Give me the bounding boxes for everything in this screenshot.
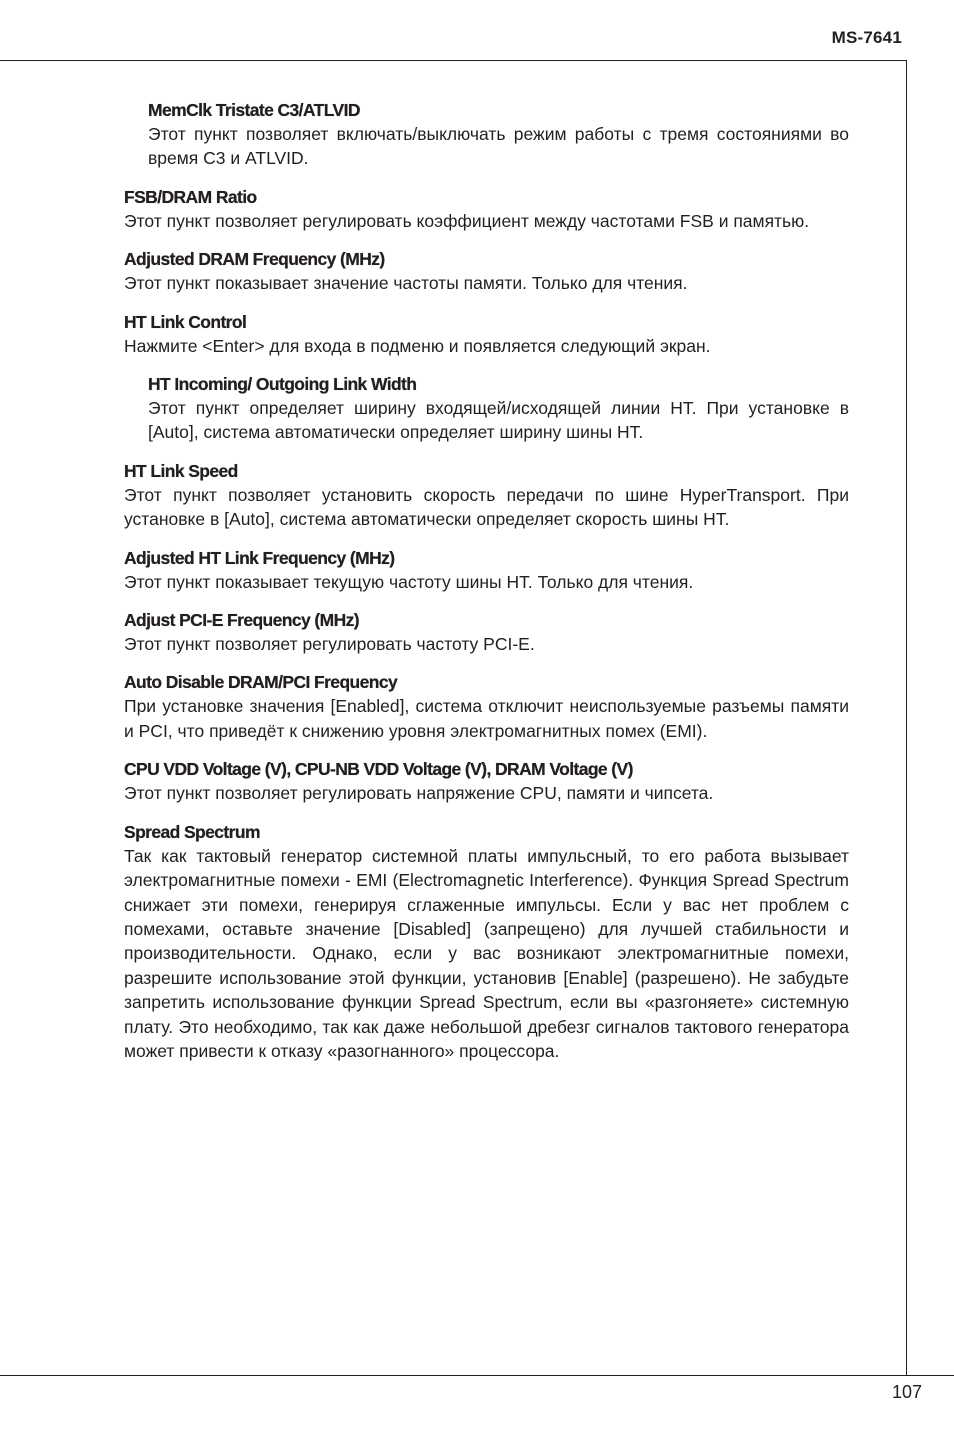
footer-rule [0,1375,954,1376]
section-adjust-pcie-frequency [124,608,849,656]
section-body: Нажмите <Enter> для входа в подменю и появляется следующий экран. [124,335,711,356]
section-fsb-dram-ratio [124,185,849,233]
section-heading: Adjust PCI-E Frequency (MHz) [124,610,360,631]
page-number: 107 [891,1382,922,1402]
section-body: Этот пункт позволяет регулировать частоту PCI-E. [124,634,535,655]
section-heading: MemClk Tristate C3/ATLVID [148,100,360,120]
section-body: Этот пункт показывает значение частоты памяти. Только для чтения. [124,273,688,294]
section-body: Так как тактовый генератор системной платы импульсный, то его работа вызывает электромагнитные помехи - EMI (Electromagnetic Interference). Функция Spread Spectrum снижает эти помехи, генерируя сглаженные импульсы. Если у вас нет проблем с помехами, оставьте значение [Disabled] (запрещено) для лучшей стабильности и производительности. Однако, если у вас возникают электромагнитные помехи, разрешите использование этой функции, установив [Enable] (разрешено). Не забудьте запретить использование функции Spread Spectrum, если вы «разгоняете» системную плату. Это необходимо, так как даже небольшой дребезг сигналов тактового генератора может привести к отказу «разогнанного» процессора. [124,845,849,1061]
section-heading: HT Link Control [124,311,247,332]
section-adjusted-ht-link-frequency [124,546,849,594]
section-spread-spectrum [124,820,849,1064]
section-body: При установке значения [Enabled], система отключит неиспользуемые разъемы памяти и PCI, что приведёт к снижению уровня электромагнитных помех (EMI). [124,696,849,741]
section-body: Этот пункт позволяет установить скорость передачи по шине HyperTransport. При установке в [Auto], система автоматически определяет скорость шины HT. [124,484,849,530]
section-heading: CPU VDD Voltage (V), CPU-NB VDD Voltage (V), DRAM Voltage (V) [124,759,633,780]
section-ht-link-control [124,310,849,358]
header-rule [0,60,907,61]
section-body: Этот пункт позволяет включать/выключать режим работы с тремя состояниями во время C3 и ATLVID. [148,124,849,169]
section-ht-link-speed [124,459,849,532]
section-heading: HT Incoming/ Outgoing Link Width [148,374,417,395]
section-auto-disable-dram-pci [124,670,849,743]
section-body: Этот пункт позволяет регулировать коэффициент между частотами FSB и памятью. [124,210,810,231]
section-heading: Spread Spectrum [124,821,260,842]
model-number: MS-7641 [831,28,902,47]
page-content [124,98,849,1077]
section-body: Этот пункт показывает текущую частоту шины HT. Только для чтения. [124,571,694,592]
section-heading: Adjusted DRAM Frequency (MHz) [124,249,385,270]
side-rule [906,60,907,1375]
section-voltages [124,757,849,805]
section-adjusted-dram-frequency [124,247,849,295]
section-heading: Auto Disable DRAM/PCI Frequency [124,672,398,693]
section-heading: Adjusted HT Link Frequency (MHz) [124,547,395,568]
section-heading: HT Link Speed [124,460,238,481]
section-ht-link-width [148,372,849,445]
section-memclk-tristate [148,98,849,171]
section-heading: FSB/DRAM Ratio [124,186,257,207]
section-body: Этот пункт позволяет регулировать напряжение CPU, памяти и чипсета. [124,783,714,804]
section-body: Этот пункт определяет ширину входящей/исходящей линии HT. При установке в [Auto], система автоматически определяет ширину шины HT. [148,398,849,443]
